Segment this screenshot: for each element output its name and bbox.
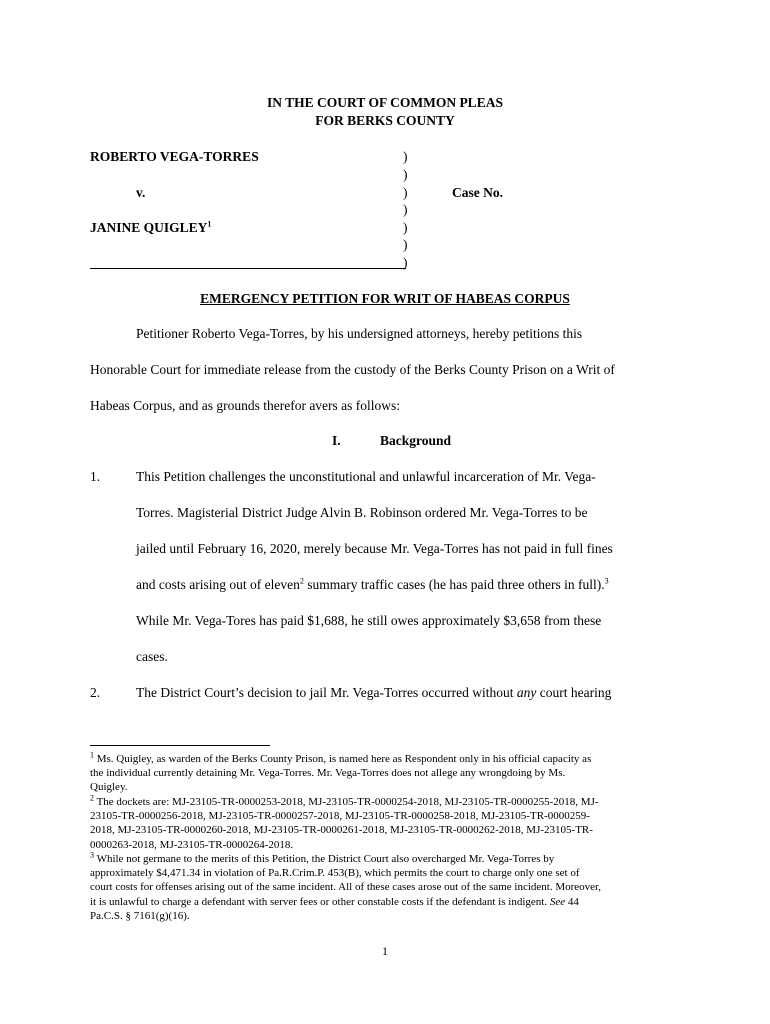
footnote-ref-3: 3 [604,576,609,586]
caption-paren: ) [403,237,408,252]
paragraph-line: While Mr. Vega-Tores has paid $1,688, he still owes approximately $3,658 from these [136,613,602,628]
paragraph-number: 2. [90,685,101,700]
caption-paren: ) [403,202,408,217]
footnote-3: $^3$ While not germane to the merits of this Petition, the District Court also overcharged Mr. Vega-Torres by approximately $4,471.34 in violation of Pa.R.Crim.P. 453(B), which permits the court to charge only one set of court costs for offenses arising out of the same incident. All of these cases arose out of the same incident. Moreover, it is unlawful to charge a defendant with server fees or other constable costs if the defendant is indigent. See 44 Pa.C.S. § 7161(g)(16). [90,850,602,922]
footnote-ref-1: 1 [207,219,212,229]
intro-line: Petitioner Roberto Vega-Torres, by his undersigned attorneys, hereby petitions this [136,326,583,341]
footnote-1: $^1$ Ms. Quigley, as warden of the Berks County Prison, is named here as Respondent only in his official capacity as the individual currently detaining Mr. Vega-Torres. Mr. Vega-Torres does not allege any wrongdoing by Ms. Quigley. [90,750,592,794]
paragraph-line: Torres. Magisterial District Judge Alvin B. Robinson ordered Mr. Vega-Torres to be [136,505,588,520]
caption-paren: ) [403,185,408,200]
title-wrap [0,291,770,307]
footnote-2: $^2$ The dockets are: MJ-23105-TR-0000253-2018, MJ-23105-TR-0000254-2018, MJ-23105-TR-0000255-2018, MJ- 23105-TR-0000256-2018, MJ-23105-TR-0000257-2018, MJ-23105-TR-0000258-2018, MJ-23105-TR-0000259- 2018, MJ-23105-TR-0000260-2018, MJ-23105-TR-0000261-2018, MJ-23105-TR-0000262-2018, MJ-23105-TR- 0000263-2018, MJ-23105-TR-0000264-2018. [90,793,599,851]
paragraph-number: 1. [90,469,101,484]
intro-line: Honorable Court for immediate release from the custody of the Berks County Prison on a Writ of [90,362,615,377]
paragraph-line: jailed until February 16, 2020, merely because Mr. Vega-Torres has not paid in full fines [136,541,613,556]
versus-label: v. [136,185,146,200]
intro-line: Habeas Corpus, and as grounds therefor avers as follows: [90,398,401,413]
court-name-line1: IN THE COURT OF COMMON PLEAS [267,95,503,110]
section-heading: Background [380,433,452,448]
caption-paren: ) [403,220,408,235]
caption-paren: ) [403,255,408,270]
paragraph-line: and costs arising out of eleven$^2$ summary traffic cases (he has paid three others in full).$^3$ [136,576,609,592]
court-name-line2: FOR BERKS COUNTY [315,113,455,128]
page-number: 1 [382,944,388,958]
petitioner-name: ROBERTO VEGA-TORRES [90,149,259,164]
footnote-separator [90,745,270,746]
paragraph-line: cases. [136,649,168,664]
petition-title: EMERGENCY PETITION FOR WRIT OF HABEAS CORPUS [200,291,570,306]
paragraph-line: The District Court’s decision to jail Mr. Vega-Torres occurred without any court hearing [136,685,612,700]
section-number: I. [332,433,341,448]
case-number-label: Case No. [452,185,503,200]
caption-paren: ) [403,149,408,164]
paragraph-line: This Petition challenges the unconstitutional and unlawful incarceration of Mr. Vega- [136,469,596,484]
respondent-name: JANINE QUIGLEY$^1$ [90,219,212,235]
caption-rule [90,268,406,269]
footnote-ref-2: 2 [299,576,304,586]
caption-paren: ) [403,167,408,182]
